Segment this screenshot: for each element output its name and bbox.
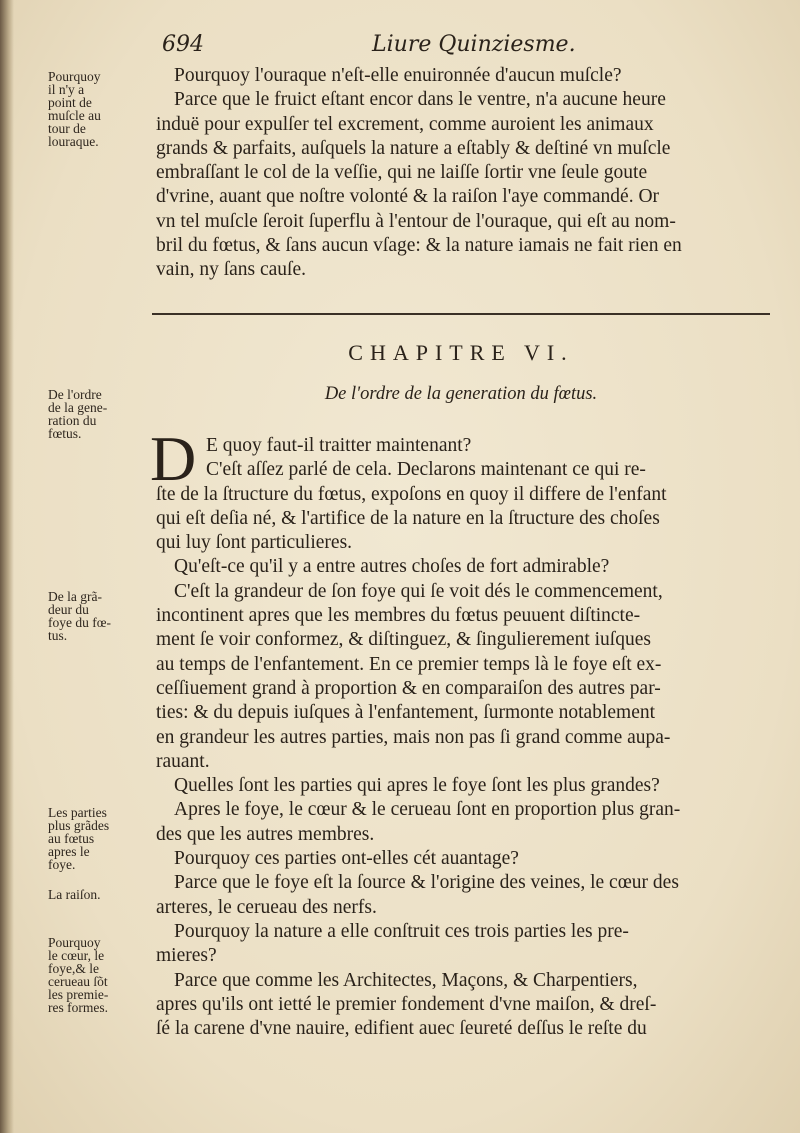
question-line: Quelles ſont les parties qui apres le foye ſont les plus grandes? (174, 775, 660, 797)
question-line: E quoy faut-il traitter maintenant? (206, 435, 472, 456)
margin-note-premieres: Pourquoy le cœur, le foye,& le cerueau ſõt les premie- res formes. (48, 935, 109, 1015)
text-line: Apres le foye, le cœur & le cerueau ſont en proportion plus gran- (174, 799, 681, 821)
page-number: 694 (162, 32, 204, 57)
question-line: Pourquoy l'ouraque n'eſt-elle enuironnée d'aucun muſcle? (174, 65, 622, 86)
text-line: qui eſt deſia né, & l'artifice de la nature en la ſtructure des choſes (156, 507, 660, 529)
section-divider (152, 313, 770, 315)
binding-gutter (0, 0, 14, 1133)
page-header (150, 30, 590, 60)
chapter-title: CHAPITRE VI. (348, 340, 574, 365)
question-line: Pourquoy ces parties ont-elles cét auantage? (174, 848, 519, 870)
text-line: d'vrine, auant que noſtre volonté & la raiſon l'aye commandé. Or (156, 186, 660, 208)
text-line: au temps de l'enfantement. En ce premier temps là le foye eſt ex- (156, 653, 662, 675)
chapter-body (156, 434, 768, 1041)
text-line: arteres, le cerueau des nerfs. (156, 896, 377, 918)
margin-note-foye: De la grã- deur du foye du fœ- tus. (48, 589, 111, 643)
running-head: Liure Quinziesme. (372, 32, 576, 57)
margin-note-ordre: De l'ordre de la gene- ration du fœtus. (48, 387, 108, 441)
text-line: incontinent apres que les membres du fœtus peuuent diſtincte- (156, 605, 641, 627)
text-line: induë pour expulſer tel excrement, comme auroient les animaux (156, 113, 654, 135)
text-line: en grandeur les autres parties, mais non pas ſi grand comme aupa- (156, 726, 671, 748)
text-line: ceſſiuement grand à proportion & en comparaiſon des autres par- (156, 677, 661, 699)
margin-note-raison: La raiſon. (48, 887, 101, 902)
text-line: apres qu'ils ont ietté le premier fondement d'vne maiſon, & dreſ- (156, 993, 657, 1015)
text-line: mieres? (156, 945, 217, 967)
text-line: vn tel muſcle ſeroit ſuperflu à l'entour de l'ouraque, qui eſt au nom- (156, 210, 676, 232)
text-line: ties: & du depuis iuſques à l'enfantement, ſurmonte notablement (156, 702, 656, 724)
text-line: grands & parfaits, auſquels la nature a eſtably & deſtiné vn muſcle (156, 137, 671, 159)
text-line: ment ſe voir conformez, & diſtinguez, & ſingulierement iuſques (156, 629, 651, 651)
text-line: qui luy ſont particulieres. (156, 532, 353, 554)
drop-cap: D (150, 423, 197, 494)
chapter-subtitle: De l'ordre de la generation du fœtus. (324, 384, 598, 404)
margin-note-ouraque: Pourquoy il n'y a point de muſcle au tour de louraque. (48, 69, 101, 149)
margin-note-parties: Les parties plus grãdes au fœtus apres le foye. (48, 805, 110, 872)
text-line: Parce que comme les Architectes, Maçons, & Charpentiers, (174, 969, 638, 991)
text-line: bril du fœtus, & ſans aucun vſage: & la nature iamais ne fait rien en (156, 235, 682, 257)
question-line: Qu'eſt-ce qu'il y a entre autres choſes de fort admirable? (174, 556, 610, 578)
text-line: C'eſt la grandeur de ſon foye qui ſe voit dés le commencement, (174, 580, 663, 602)
text-line: vain, ny ſans cauſe. (156, 259, 306, 281)
text-line: Parce que le foye eſt la ſource & l'origine des veines, le cœur des (174, 872, 679, 894)
top-paragraphs (156, 64, 768, 283)
question-line: Pourquoy la nature a elle conſtruit ces trois parties les pre- (174, 920, 629, 942)
text-line: embraſſant le col de la veſſie, qui ne laiſſe ſortir vne ſeule goute (156, 162, 648, 184)
text-line: Parce que le fruict eſtant encor dans le ventre, n'a aucune heure (174, 89, 666, 111)
text-line: C'eſt aſſez parlé de cela. Declarons maintenant ce qui re- (206, 459, 646, 481)
text-line: ſte de la ſtructure du fœtus, expoſons en quoy il differe de l'enfant (156, 483, 667, 505)
text-line: rauant. (156, 750, 210, 772)
text-line: ſé la carene d'vne nauire, edifient auec ſeureté deſſus le reſte du (156, 1018, 647, 1040)
text-line: des que les autres membres. (156, 823, 375, 845)
